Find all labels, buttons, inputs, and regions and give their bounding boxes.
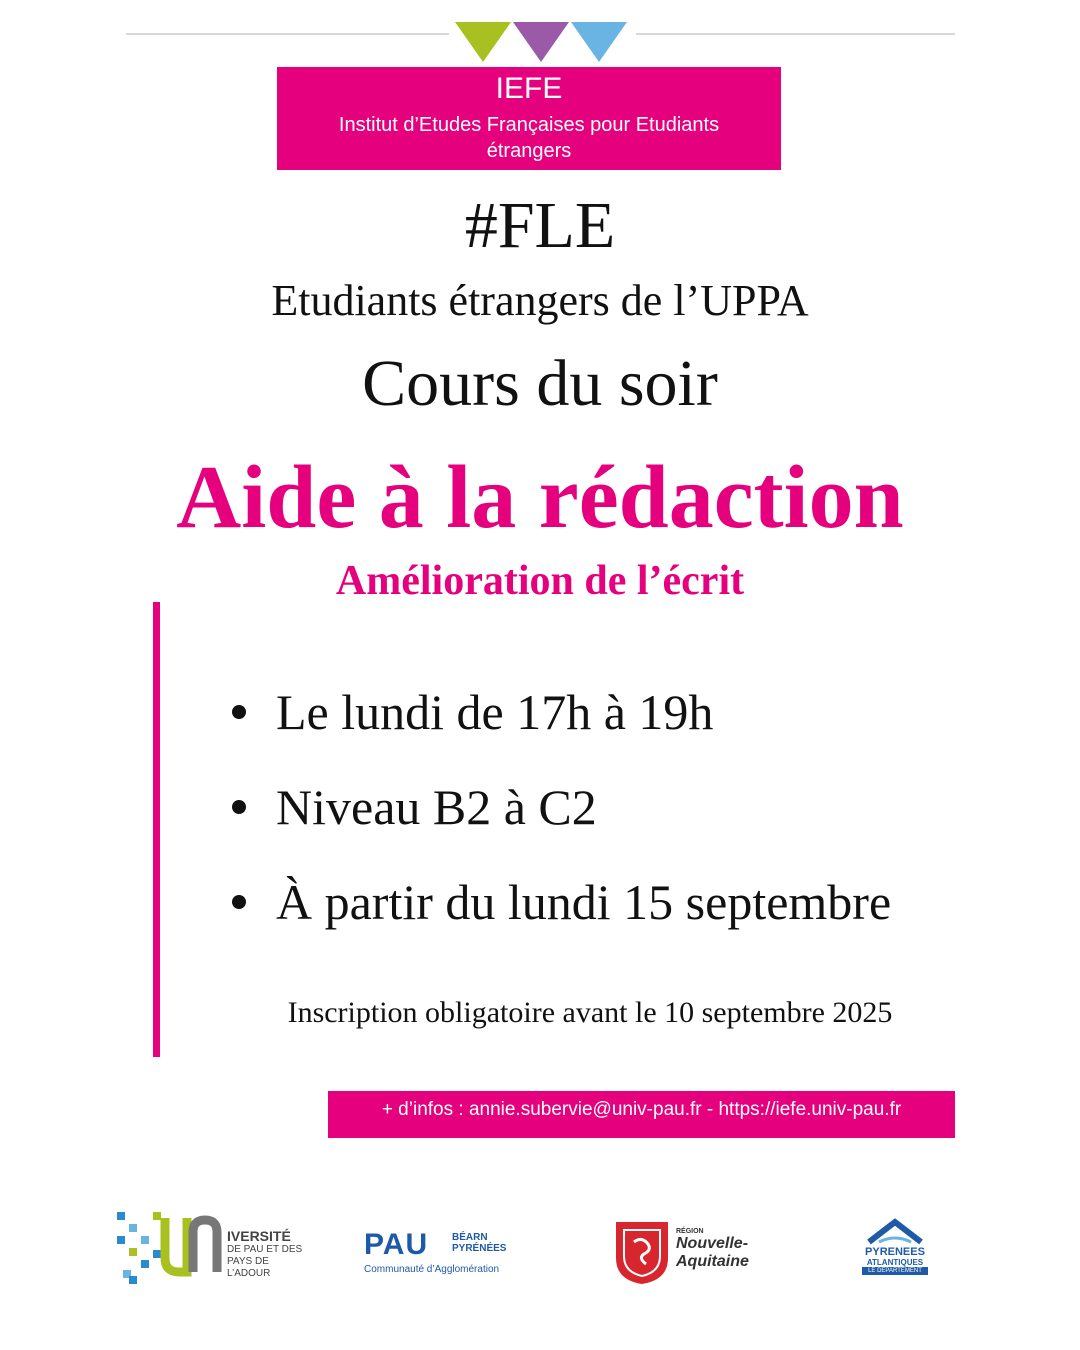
detail-text: Niveau B2 à C2 (276, 779, 597, 835)
triangle-purple-icon (513, 22, 569, 62)
university-logo (115, 1210, 310, 1285)
header-subtitle: Institut d’Etudes Françaises pour Etudiants étrangers (338, 114, 720, 162)
registration-note: Inscription obligatoire avant le 10 septembre 2025 (287, 996, 893, 1029)
hashtag-title: #FLE (464, 189, 616, 262)
department-logo (858, 1218, 932, 1280)
department-line2: ATLANTIQUES (866, 1258, 924, 1267)
top-rule-left (126, 33, 449, 35)
region-line2: Aquitaine (676, 1253, 749, 1270)
bullet-icon (232, 800, 246, 814)
detail-text: Le lundi de 17h à 19h (276, 684, 714, 740)
top-rule-right (636, 33, 955, 35)
detail-item-level (232, 777, 597, 837)
pau-right2: PYRÉNÉES (452, 1243, 507, 1254)
accent-bar (153, 602, 160, 1057)
region-shield-icon (614, 1218, 670, 1286)
detail-item-start-date (232, 872, 891, 932)
university-line1: IVERSITÉ (227, 1228, 291, 1244)
pau-bottom: Communauté d’Agglomération (364, 1264, 500, 1275)
department-line3: LE DÉPARTEMENT (862, 1267, 928, 1275)
region-logo (614, 1218, 764, 1288)
audience-title: Etudiants étrangers de l’UPPA (271, 276, 809, 325)
university-line2: DE PAU ET DES (227, 1244, 303, 1255)
header-banner (277, 67, 781, 170)
pau-right1: BÉARN (452, 1232, 488, 1243)
info-contact-bar[interactable]: + d’infos : annie.subervie@univ-pau.fr - https://iefe.univ-pau.fr (328, 1091, 955, 1138)
course-type-title: Cours du soir (362, 347, 718, 420)
subheadline: Amélioration de l’écrit (335, 558, 745, 604)
department-line1: PYRENEES (865, 1246, 925, 1258)
pau-main: PAU (364, 1228, 429, 1261)
bullet-icon (232, 705, 246, 719)
triangles-icon (455, 22, 630, 64)
bullet-icon (232, 895, 246, 909)
region-line1: Nouvelle- (676, 1235, 749, 1252)
header-title: IEFE (495, 72, 563, 105)
pau-logo (364, 1228, 524, 1280)
detail-item-schedule (232, 682, 713, 742)
headline: Aide à la rédaction (176, 448, 904, 547)
detail-text: À partir du lundi 15 septembre (276, 874, 892, 930)
university-line3: PAYS DE L’ADOUR (227, 1256, 271, 1279)
triangle-blue-icon (571, 22, 627, 62)
triangle-green-icon (455, 22, 511, 62)
region-small: RÉGION (676, 1228, 704, 1235)
mountain-icon (865, 1218, 925, 1246)
